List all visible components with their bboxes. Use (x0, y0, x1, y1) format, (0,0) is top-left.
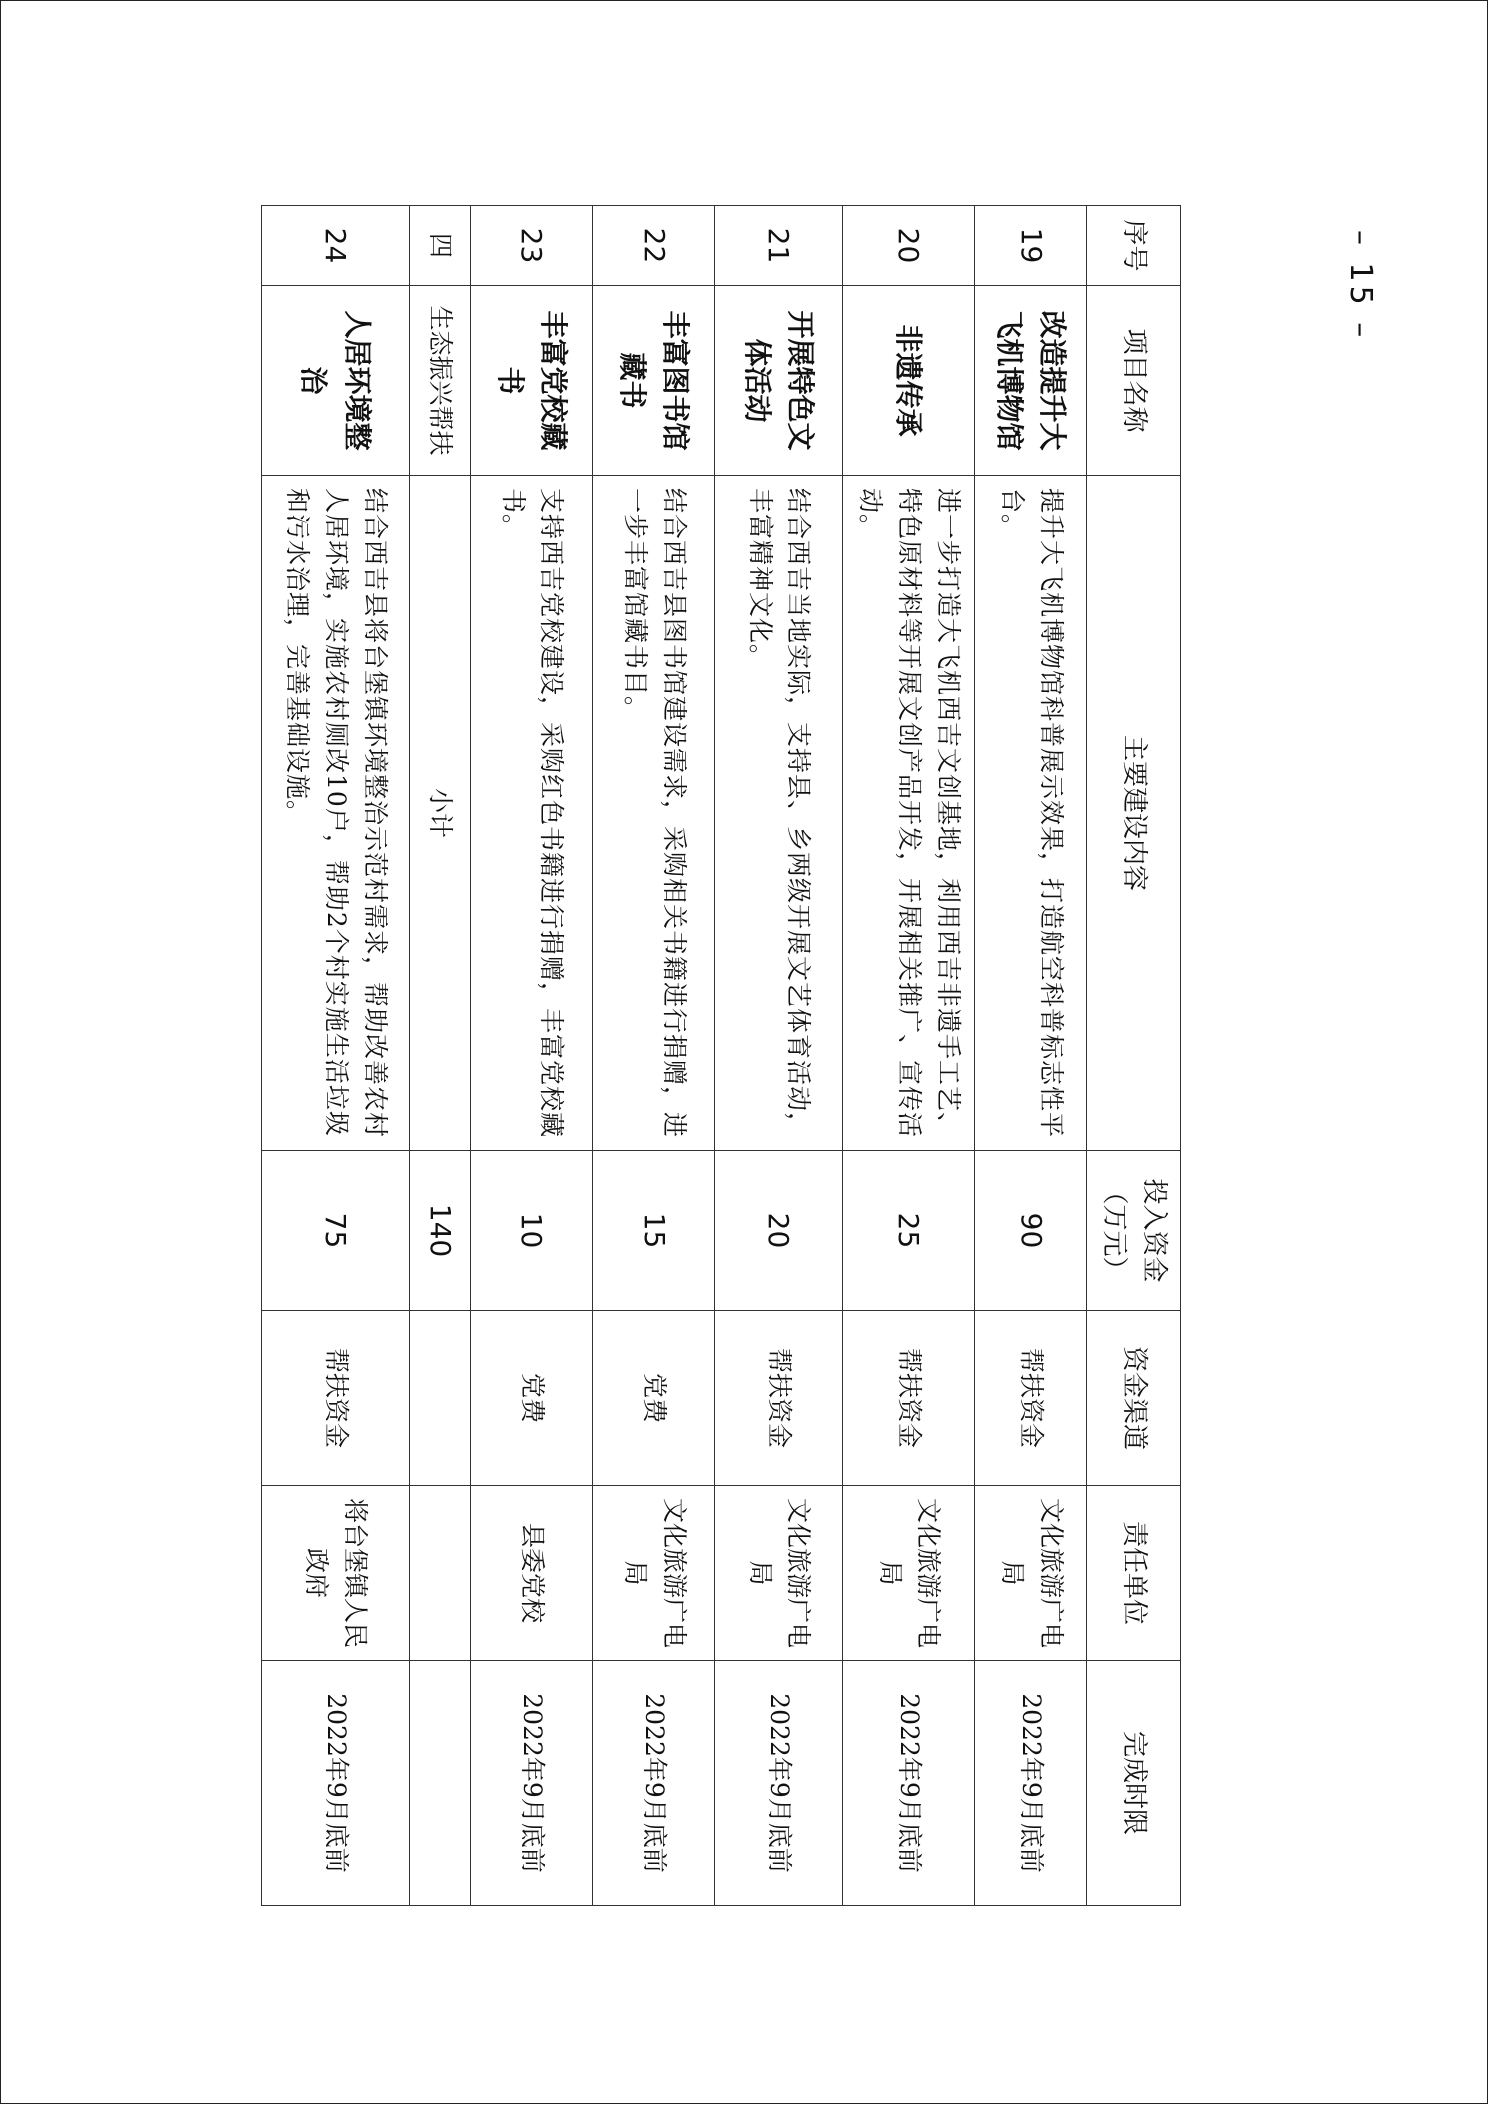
row-channel: 党费 (593, 1311, 715, 1486)
row-funds: 25 (842, 1151, 974, 1311)
row-name: 改造提升大飞机博物馆 (975, 286, 1087, 476)
row-funds: 75 (262, 1151, 410, 1311)
row-unit: 文化旅游广电局 (715, 1486, 842, 1661)
header-unit: 责任单位 (1087, 1486, 1181, 1661)
header-channel: 资金渠道 (1087, 1311, 1181, 1486)
row-seq: 20 (842, 206, 974, 286)
row-deadline: 2022年9月底前 (593, 1661, 715, 1906)
header-seq: 序号 (1087, 206, 1181, 286)
row-content: 支持西吉党校建设，采购红色书籍进行捐赠，丰富党校藏书。 (470, 476, 592, 1151)
row-channel: 帮扶资金 (975, 1311, 1087, 1486)
row-funds: 20 (715, 1151, 842, 1311)
row-content: 结合西吉当地实际，支持县、乡两级开展文艺体育活动，丰富精神文化。 (715, 476, 842, 1151)
row-unit: 将台堡镇人民政府 (262, 1486, 410, 1661)
row-channel: 党费 (470, 1311, 592, 1486)
table-row (470, 206, 592, 1906)
table-row (975, 206, 1087, 1906)
row-content: 提升大飞机博物馆科普展示效果，打造航空科普标志性平台。 (975, 476, 1087, 1151)
row-unit: 县委党校 (470, 1486, 592, 1661)
page-number: – 15 – (1343, 230, 1378, 342)
row-deadline: 2022年9月底前 (715, 1661, 842, 1906)
table-row (842, 206, 974, 1906)
row-deadline: 2022年9月底前 (262, 1661, 410, 1906)
row-deadline: 2022年9月底前 (842, 1661, 974, 1906)
subtotal-deadline-empty (409, 1661, 470, 1906)
row-seq: 22 (593, 206, 715, 286)
row-channel: 帮扶资金 (842, 1311, 974, 1486)
row-seq: 24 (262, 206, 410, 286)
row-funds: 10 (470, 1151, 592, 1311)
row-name: 人居环境整治 (262, 286, 410, 476)
row-channel: 帮扶资金 (715, 1311, 842, 1486)
header-funds: 投入资金（万元） (1087, 1151, 1181, 1311)
row-deadline: 2022年9月底前 (470, 1661, 592, 1906)
row-name: 丰富党校藏书 (470, 286, 592, 476)
table-header-row (1087, 206, 1181, 1906)
row-funds: 15 (593, 1151, 715, 1311)
row-content: 进一步打造大飞机西吉文创基地，利用西吉非遗手工艺、特色原材料等开展文创产品开发，开展相关推广、宣传活动。 (842, 476, 974, 1151)
row-deadline: 2022年9月底前 (975, 1661, 1087, 1906)
row-unit: 文化旅游广电局 (842, 1486, 974, 1661)
row-name: 开展特色文体活动 (715, 286, 842, 476)
header-name: 项目名称 (1087, 286, 1181, 476)
table-row (715, 206, 842, 1906)
subtotal-channel-empty (409, 1311, 470, 1486)
table-row (593, 206, 715, 1906)
row-seq: 21 (715, 206, 842, 286)
row-name: 丰富图书馆藏书 (593, 286, 715, 476)
row-seq: 19 (975, 206, 1087, 286)
table-row (262, 206, 410, 1906)
row-seq: 23 (470, 206, 592, 286)
row-unit: 文化旅游广电局 (593, 1486, 715, 1661)
section-name: 生态振兴帮扶 (409, 286, 470, 476)
row-content: 结合西吉县将台堡镇环境整治示范村需求，帮助改善农村人居环境，实施农村厕改10户，帮助2个村实施生活垃圾和污水治理，完善基础设施。 (262, 476, 410, 1151)
project-table (261, 205, 1181, 1906)
row-unit: 文化旅游广电局 (975, 1486, 1087, 1661)
row-funds: 90 (975, 1151, 1087, 1311)
header-deadline: 完成时限 (1087, 1661, 1181, 1906)
subtotal-unit-empty (409, 1486, 470, 1661)
subtotal-funds: 140 (409, 1151, 470, 1311)
subtotal-row (409, 206, 470, 1906)
header-content: 主要建设内容 (1087, 476, 1181, 1151)
section-seq: 四 (409, 206, 470, 286)
row-name: 非遗传承 (842, 286, 974, 476)
rotated-table-container (261, 205, 1181, 1905)
subtotal-label: 小计 (409, 476, 470, 1151)
row-content: 结合西吉县图书馆建设需求，采购相关书籍进行捐赠，进一步丰富馆藏书目。 (593, 476, 715, 1151)
row-channel: 帮扶资金 (262, 1311, 410, 1486)
